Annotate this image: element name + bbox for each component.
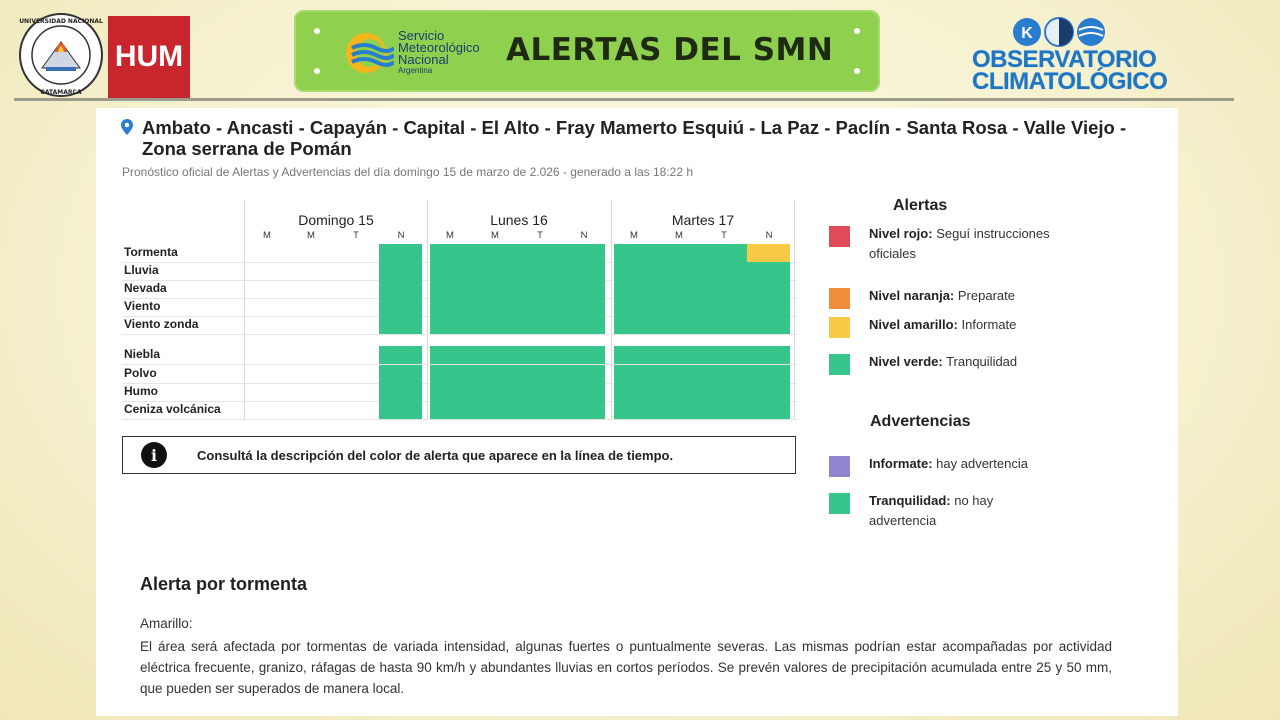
timeline-cell xyxy=(657,346,702,364)
day-header: Domingo 15 xyxy=(298,212,374,228)
banner-dot xyxy=(854,28,860,34)
timeline-cell xyxy=(702,383,747,401)
timeline-cell xyxy=(702,298,747,316)
timeline-cell xyxy=(562,262,605,280)
timeline-cell xyxy=(614,244,659,262)
timeline-cell xyxy=(379,262,422,280)
banner-title: ALERTAS DEL SMN xyxy=(506,32,834,68)
timeline-cell xyxy=(473,262,518,280)
timeline-cell xyxy=(562,401,605,419)
timeline-cell xyxy=(518,262,563,280)
observatory-logo-icon xyxy=(1012,16,1108,48)
row-label: Ceniza volcánica xyxy=(124,402,221,416)
legend-item-name: Nivel verde: xyxy=(869,354,943,369)
smn-name-line: Meteorológico xyxy=(398,40,480,55)
timeline-cell xyxy=(562,298,605,316)
timeline-cell xyxy=(430,346,475,364)
row-label: Polvo xyxy=(124,366,157,380)
row-divider xyxy=(122,419,797,420)
timeline-cell xyxy=(379,244,422,262)
smn-name-line: Argentina xyxy=(398,66,433,75)
legend-item-name: Nivel rojo: xyxy=(869,226,933,241)
observatory-title-line1: OBSERVATORIO xyxy=(972,46,1157,73)
timeline-cell xyxy=(747,365,790,383)
timeline-cell xyxy=(562,244,605,262)
period-header: T xyxy=(537,230,543,241)
alert-section-title: Alerta por tormenta xyxy=(140,574,308,594)
timeline-cell xyxy=(518,280,563,298)
period-header: M xyxy=(307,230,315,241)
banner-dot xyxy=(854,68,860,74)
timeline-cell xyxy=(614,262,659,280)
university-seal-logo xyxy=(18,12,104,98)
timeline-cell xyxy=(379,346,422,364)
legend-alerts-title: Alertas xyxy=(893,197,948,214)
timeline-cell xyxy=(473,383,518,401)
timeline-cell xyxy=(747,316,790,334)
timeline-cell xyxy=(702,365,747,383)
row-label: Nevada xyxy=(124,281,167,295)
legend-warnings-title: Advertencias xyxy=(870,413,971,430)
timeline-cell xyxy=(518,383,563,401)
smn-name-line: Servicio xyxy=(398,28,445,43)
timeline-cell xyxy=(430,401,475,419)
timeline-cell xyxy=(430,316,475,334)
row-label: Viento xyxy=(124,299,161,313)
legend-item-text: Nivel naranja: Preparate xyxy=(869,288,1015,303)
legend-item-text: Nivel verde: Tranquilidad xyxy=(869,354,1018,369)
timeline-cell xyxy=(430,244,475,262)
info-text: Consultá la descripción del color de alerta que aparece en la línea de tiempo. xyxy=(197,447,674,463)
timeline-cell xyxy=(518,298,563,316)
row-label: Tormenta xyxy=(124,245,178,259)
timeline-cell xyxy=(747,244,790,262)
timeline-cell xyxy=(657,383,702,401)
day-header: Martes 17 xyxy=(671,212,735,228)
timeline-cell xyxy=(747,383,790,401)
timeline-cell xyxy=(657,298,702,316)
legend-item-name: Nivel naranja: xyxy=(869,288,955,303)
location-title: Ambato - Ancasti - Capayán - Capital - El Alto - Fray Mamerto Esquiú - La Paz - Paclín - Santa Rosa - Valle Viejo - Zona serrana de Pomán xyxy=(142,117,1127,159)
timeline-cell xyxy=(614,401,659,419)
row-label: Humo xyxy=(124,384,158,398)
row-label: Viento zonda xyxy=(124,317,199,331)
timeline-cell xyxy=(614,365,659,383)
timeline-cell xyxy=(379,298,422,316)
timeline-cell xyxy=(518,365,563,383)
timeline-cell xyxy=(430,262,475,280)
timeline-cell xyxy=(473,280,518,298)
period-header: M xyxy=(675,230,683,241)
timeline-cell xyxy=(430,298,475,316)
svg-text:K: K xyxy=(1021,25,1033,42)
timeline-cell xyxy=(657,401,702,419)
timeline-cell xyxy=(747,280,790,298)
period-header: M xyxy=(630,230,638,241)
timeline-cell xyxy=(747,262,790,280)
forecast-subtitle: Pronóstico oficial de Alertas y Advertencias del día domingo 15 de marzo de 2.026 - generado a las 18:22 h xyxy=(122,165,694,179)
period-header: M xyxy=(491,230,499,241)
smn-logo-icon xyxy=(342,30,394,76)
timeline-cell xyxy=(379,280,422,298)
timeline-cell xyxy=(562,280,605,298)
alert-timeline-grid xyxy=(122,200,802,420)
svg-text:CATAMARCA: CATAMARCA xyxy=(40,89,82,96)
svg-text:UNIVERSIDAD NACIONAL: UNIVERSIDAD NACIONAL xyxy=(19,18,103,25)
timeline-cell xyxy=(702,262,747,280)
info-notice xyxy=(122,436,796,474)
timeline-cell xyxy=(657,316,702,334)
timeline-cell xyxy=(657,280,702,298)
legend-item-text: Informate: hay advertencia xyxy=(869,456,1028,471)
legend-swatch xyxy=(829,456,850,477)
header-divider xyxy=(14,98,1234,101)
timeline-cell xyxy=(473,316,518,334)
timeline-cell xyxy=(562,365,605,383)
timeline-cell xyxy=(379,365,422,383)
timeline-cell xyxy=(562,346,605,364)
timeline-cell xyxy=(430,383,475,401)
period-header: M xyxy=(263,230,271,241)
timeline-cell xyxy=(518,244,563,262)
observatory-title-line2: CLIMATOLÓGICO xyxy=(972,68,1168,95)
timeline-cell xyxy=(614,280,659,298)
day-header: Lunes 16 xyxy=(490,212,548,228)
hum-logo xyxy=(108,16,190,98)
banner-dot xyxy=(314,68,320,74)
timeline-cell xyxy=(614,346,659,364)
info-icon: i xyxy=(141,442,167,468)
legend-item-name: Tranquilidad: xyxy=(869,493,951,508)
timeline-cell xyxy=(614,298,659,316)
timeline-cell xyxy=(379,383,422,401)
timeline-cell xyxy=(747,298,790,316)
timeline-cell xyxy=(518,401,563,419)
timeline-cell xyxy=(562,383,605,401)
timeline-cell xyxy=(747,401,790,419)
legend-item-name: Nivel amarillo: xyxy=(869,317,958,332)
period-header: T xyxy=(353,230,359,241)
timeline-cell xyxy=(379,401,422,419)
legend-item-text: Nivel rojo: Seguí instrucciones oficiales xyxy=(869,226,1050,261)
alert-level-label: Amarillo: xyxy=(140,616,193,631)
legend-swatch xyxy=(829,288,850,309)
timeline-cell xyxy=(518,346,563,364)
timeline-cell xyxy=(562,316,605,334)
title-banner xyxy=(294,10,880,92)
timeline-cell xyxy=(379,316,422,334)
period-header: N xyxy=(765,230,773,241)
legend-item-name: Informate: xyxy=(869,456,933,471)
legend-swatch xyxy=(829,317,850,338)
period-header: T xyxy=(721,230,727,241)
location-pin-icon xyxy=(120,118,134,136)
timeline-cell xyxy=(702,346,747,364)
period-header: N xyxy=(580,230,588,241)
timeline-cell xyxy=(747,346,790,364)
timeline-cell xyxy=(657,244,702,262)
day-separator xyxy=(794,200,795,420)
timeline-cell xyxy=(657,365,702,383)
row-label: Niebla xyxy=(124,347,161,361)
timeline-cell xyxy=(518,316,563,334)
row-label: Lluvia xyxy=(124,263,159,277)
alerts-panel xyxy=(96,108,1178,716)
timeline-cell xyxy=(657,262,702,280)
period-header: M xyxy=(446,230,454,241)
row-divider xyxy=(122,334,797,335)
legend-swatch xyxy=(829,493,850,514)
timeline-cell xyxy=(702,280,747,298)
timeline-cell xyxy=(473,346,518,364)
timeline-cell xyxy=(430,365,475,383)
timeline-cell xyxy=(430,280,475,298)
hum-label: HUM xyxy=(114,40,184,73)
legend-swatch xyxy=(829,226,850,247)
period-header: N xyxy=(397,230,405,241)
alert-description: El área será afectada por tormentas de variada intensidad, algunas fuertes o puntualmente severas. Las mismas podrían estar acompañadas por actividad eléctrica frecuente, granizo, ráfagas de hasta 90 km/h y abundantes lluvias en cortos períodos. Se prevén valores de precipitación acumulada entre 25 y 50 mm, que pueden ser superados de manera local. xyxy=(140,639,1112,696)
legend-item-text: Tranquilidad: no hay advertencia xyxy=(869,493,994,528)
timeline-cell xyxy=(473,401,518,419)
legend-item-text: Nivel amarillo: Informate xyxy=(869,317,1017,332)
smn-name xyxy=(398,30,480,75)
timeline-cell xyxy=(473,244,518,262)
smn-name-line: Nacional xyxy=(398,52,449,67)
timeline-cell xyxy=(614,316,659,334)
timeline-cell xyxy=(473,298,518,316)
banner-dot xyxy=(314,28,320,34)
timeline-cell xyxy=(702,401,747,419)
timeline-cell xyxy=(702,316,747,334)
timeline-cell xyxy=(702,244,747,262)
timeline-cell xyxy=(473,365,518,383)
legend-swatch xyxy=(829,354,850,375)
timeline-cell xyxy=(614,383,659,401)
